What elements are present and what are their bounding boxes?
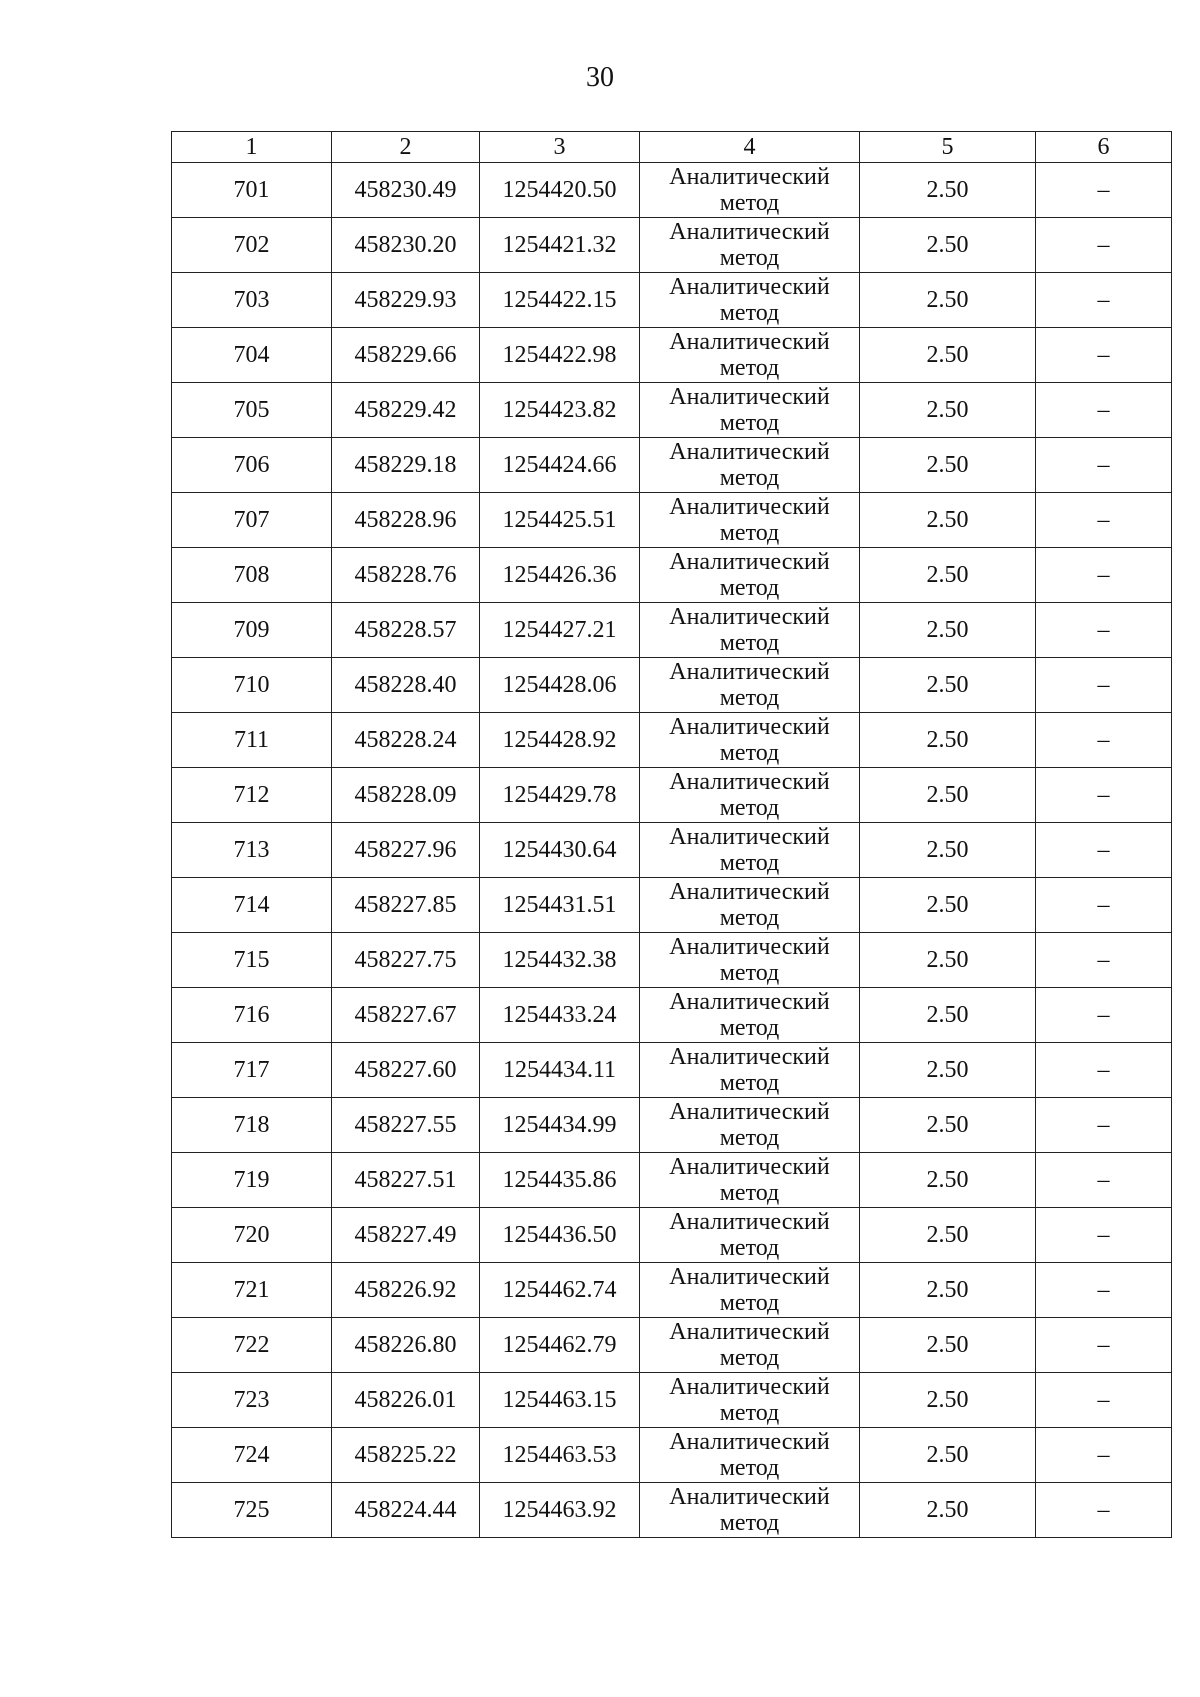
x-coordinate-cell: 458226.80: [332, 1318, 480, 1373]
y-coordinate-cell: 1254428.06: [480, 658, 640, 713]
table-row: [172, 218, 1172, 273]
description-cell: –: [1036, 548, 1172, 603]
accuracy-cell: 2.50: [860, 658, 1036, 713]
y-coordinate-cell: 1254463.92: [480, 1483, 640, 1538]
accuracy-cell: 2.50: [860, 1263, 1036, 1318]
point-number-cell: 707: [172, 493, 332, 548]
x-coordinate-cell: 458229.42: [332, 383, 480, 438]
description-cell: –: [1036, 933, 1172, 988]
table-row: [172, 1373, 1172, 1428]
y-coordinate-cell: 1254421.32: [480, 218, 640, 273]
accuracy-cell: 2.50: [860, 1373, 1036, 1428]
table-row: [172, 163, 1172, 218]
method-cell: Аналитический метод: [640, 1428, 860, 1483]
x-coordinate-cell: 458224.44: [332, 1483, 480, 1538]
method-cell: Аналитический метод: [640, 163, 860, 218]
table-row: [172, 988, 1172, 1043]
coordinates-table: [171, 131, 1172, 1538]
y-coordinate-cell: 1254432.38: [480, 933, 640, 988]
point-number-cell: 725: [172, 1483, 332, 1538]
description-cell: –: [1036, 603, 1172, 658]
description-cell: –: [1036, 713, 1172, 768]
point-number-cell: 703: [172, 273, 332, 328]
table-row: [172, 1483, 1172, 1538]
table-row: [172, 328, 1172, 383]
table-row: [172, 1428, 1172, 1483]
table-row: [172, 1098, 1172, 1153]
method-cell: Аналитический метод: [640, 1483, 860, 1538]
description-cell: –: [1036, 493, 1172, 548]
method-cell: Аналитический метод: [640, 823, 860, 878]
table-row: [172, 438, 1172, 493]
method-cell: Аналитический метод: [640, 713, 860, 768]
description-cell: –: [1036, 1318, 1172, 1373]
y-coordinate-cell: 1254463.53: [480, 1428, 640, 1483]
method-cell: Аналитический метод: [640, 1263, 860, 1318]
accuracy-cell: 2.50: [860, 1208, 1036, 1263]
y-coordinate-cell: 1254426.36: [480, 548, 640, 603]
point-number-cell: 714: [172, 878, 332, 933]
point-number-cell: 717: [172, 1043, 332, 1098]
table-row: [172, 933, 1172, 988]
y-coordinate-cell: 1254424.66: [480, 438, 640, 493]
table-row: [172, 823, 1172, 878]
y-coordinate-cell: 1254435.86: [480, 1153, 640, 1208]
column-header: 3: [480, 132, 640, 163]
method-cell: Аналитический метод: [640, 548, 860, 603]
x-coordinate-cell: 458229.66: [332, 328, 480, 383]
description-cell: –: [1036, 1098, 1172, 1153]
accuracy-cell: 2.50: [860, 218, 1036, 273]
accuracy-cell: 2.50: [860, 1483, 1036, 1538]
accuracy-cell: 2.50: [860, 273, 1036, 328]
x-coordinate-cell: 458228.40: [332, 658, 480, 713]
x-coordinate-cell: 458230.49: [332, 163, 480, 218]
description-cell: –: [1036, 823, 1172, 878]
column-header: 1: [172, 132, 332, 163]
method-cell: Аналитический метод: [640, 383, 860, 438]
method-cell: Аналитический метод: [640, 1043, 860, 1098]
point-number-cell: 704: [172, 328, 332, 383]
accuracy-cell: 2.50: [860, 823, 1036, 878]
accuracy-cell: 2.50: [860, 1098, 1036, 1153]
table-row: [172, 548, 1172, 603]
x-coordinate-cell: 458225.22: [332, 1428, 480, 1483]
method-cell: Аналитический метод: [640, 878, 860, 933]
y-coordinate-cell: 1254463.15: [480, 1373, 640, 1428]
point-number-cell: 724: [172, 1428, 332, 1483]
table-body: [172, 132, 1172, 1538]
y-coordinate-cell: 1254422.15: [480, 273, 640, 328]
accuracy-cell: 2.50: [860, 768, 1036, 823]
column-header: 5: [860, 132, 1036, 163]
x-coordinate-cell: 458227.51: [332, 1153, 480, 1208]
description-cell: –: [1036, 1428, 1172, 1483]
description-cell: –: [1036, 1373, 1172, 1428]
table-row: [172, 603, 1172, 658]
y-coordinate-cell: 1254428.92: [480, 713, 640, 768]
method-cell: Аналитический метод: [640, 1373, 860, 1428]
method-cell: Аналитический метод: [640, 273, 860, 328]
description-cell: –: [1036, 218, 1172, 273]
accuracy-cell: 2.50: [860, 493, 1036, 548]
method-cell: Аналитический метод: [640, 1153, 860, 1208]
accuracy-cell: 2.50: [860, 1318, 1036, 1373]
x-coordinate-cell: 458229.93: [332, 273, 480, 328]
y-coordinate-cell: 1254430.64: [480, 823, 640, 878]
method-cell: Аналитический метод: [640, 603, 860, 658]
x-coordinate-cell: 458230.20: [332, 218, 480, 273]
point-number-cell: 708: [172, 548, 332, 603]
y-coordinate-cell: 1254462.74: [480, 1263, 640, 1318]
x-coordinate-cell: 458227.55: [332, 1098, 480, 1153]
point-number-cell: 713: [172, 823, 332, 878]
point-number-cell: 718: [172, 1098, 332, 1153]
table-row: [172, 1263, 1172, 1318]
method-cell: Аналитический метод: [640, 658, 860, 713]
accuracy-cell: 2.50: [860, 988, 1036, 1043]
description-cell: –: [1036, 1043, 1172, 1098]
x-coordinate-cell: 458226.01: [332, 1373, 480, 1428]
point-number-cell: 702: [172, 218, 332, 273]
description-cell: –: [1036, 383, 1172, 438]
point-number-cell: 716: [172, 988, 332, 1043]
accuracy-cell: 2.50: [860, 438, 1036, 493]
x-coordinate-cell: 458228.96: [332, 493, 480, 548]
method-cell: Аналитический метод: [640, 1208, 860, 1263]
page-number: 30: [586, 62, 614, 93]
method-cell: Аналитический метод: [640, 218, 860, 273]
description-cell: –: [1036, 1153, 1172, 1208]
description-cell: –: [1036, 328, 1172, 383]
description-cell: –: [1036, 163, 1172, 218]
point-number-cell: 712: [172, 768, 332, 823]
description-cell: –: [1036, 1263, 1172, 1318]
table-row: [172, 713, 1172, 768]
accuracy-cell: 2.50: [860, 163, 1036, 218]
point-number-cell: 722: [172, 1318, 332, 1373]
point-number-cell: 710: [172, 658, 332, 713]
y-coordinate-cell: 1254433.24: [480, 988, 640, 1043]
accuracy-cell: 2.50: [860, 713, 1036, 768]
x-coordinate-cell: 458226.92: [332, 1263, 480, 1318]
y-coordinate-cell: 1254434.11: [480, 1043, 640, 1098]
y-coordinate-cell: 1254431.51: [480, 878, 640, 933]
description-cell: –: [1036, 658, 1172, 713]
accuracy-cell: 2.50: [860, 328, 1036, 383]
accuracy-cell: 2.50: [860, 383, 1036, 438]
x-coordinate-cell: 458227.85: [332, 878, 480, 933]
description-cell: –: [1036, 878, 1172, 933]
x-coordinate-cell: 458228.76: [332, 548, 480, 603]
x-coordinate-cell: 458228.24: [332, 713, 480, 768]
description-cell: –: [1036, 988, 1172, 1043]
method-cell: Аналитический метод: [640, 1098, 860, 1153]
point-number-cell: 705: [172, 383, 332, 438]
method-cell: Аналитический метод: [640, 438, 860, 493]
point-number-cell: 720: [172, 1208, 332, 1263]
y-coordinate-cell: 1254434.99: [480, 1098, 640, 1153]
method-cell: Аналитический метод: [640, 328, 860, 383]
point-number-cell: 721: [172, 1263, 332, 1318]
y-coordinate-cell: 1254420.50: [480, 163, 640, 218]
point-number-cell: 723: [172, 1373, 332, 1428]
y-coordinate-cell: 1254423.82: [480, 383, 640, 438]
x-coordinate-cell: 458229.18: [332, 438, 480, 493]
y-coordinate-cell: 1254422.98: [480, 328, 640, 383]
point-number-cell: 711: [172, 713, 332, 768]
table-row: [172, 493, 1172, 548]
point-number-cell: 709: [172, 603, 332, 658]
table-row: [172, 768, 1172, 823]
accuracy-cell: 2.50: [860, 1153, 1036, 1208]
table-row: [172, 273, 1172, 328]
x-coordinate-cell: 458228.09: [332, 768, 480, 823]
y-coordinate-cell: 1254425.51: [480, 493, 640, 548]
x-coordinate-cell: 458228.57: [332, 603, 480, 658]
accuracy-cell: 2.50: [860, 548, 1036, 603]
x-coordinate-cell: 458227.96: [332, 823, 480, 878]
accuracy-cell: 2.50: [860, 1043, 1036, 1098]
x-coordinate-cell: 458227.75: [332, 933, 480, 988]
method-cell: Аналитический метод: [640, 988, 860, 1043]
method-cell: Аналитический метод: [640, 1318, 860, 1373]
table-row: [172, 383, 1172, 438]
accuracy-cell: 2.50: [860, 603, 1036, 658]
x-coordinate-cell: 458227.49: [332, 1208, 480, 1263]
accuracy-cell: 2.50: [860, 878, 1036, 933]
y-coordinate-cell: 1254427.21: [480, 603, 640, 658]
description-cell: –: [1036, 768, 1172, 823]
table-header-row: [172, 132, 1172, 163]
accuracy-cell: 2.50: [860, 933, 1036, 988]
table-row: [172, 1318, 1172, 1373]
table-row: [172, 878, 1172, 933]
description-cell: –: [1036, 273, 1172, 328]
y-coordinate-cell: 1254436.50: [480, 1208, 640, 1263]
accuracy-cell: 2.50: [860, 1428, 1036, 1483]
table-row: [172, 1208, 1172, 1263]
column-header: 4: [640, 132, 860, 163]
method-cell: Аналитический метод: [640, 768, 860, 823]
table-row: [172, 1043, 1172, 1098]
x-coordinate-cell: 458227.60: [332, 1043, 480, 1098]
x-coordinate-cell: 458227.67: [332, 988, 480, 1043]
point-number-cell: 719: [172, 1153, 332, 1208]
description-cell: –: [1036, 1483, 1172, 1538]
description-cell: –: [1036, 438, 1172, 493]
table-row: [172, 1153, 1172, 1208]
point-number-cell: 715: [172, 933, 332, 988]
method-cell: Аналитический метод: [640, 493, 860, 548]
y-coordinate-cell: 1254462.79: [480, 1318, 640, 1373]
column-header: 6: [1036, 132, 1172, 163]
method-cell: Аналитический метод: [640, 933, 860, 988]
table-row: [172, 658, 1172, 713]
description-cell: –: [1036, 1208, 1172, 1263]
column-header: 2: [332, 132, 480, 163]
point-number-cell: 706: [172, 438, 332, 493]
point-number-cell: 701: [172, 163, 332, 218]
y-coordinate-cell: 1254429.78: [480, 768, 640, 823]
